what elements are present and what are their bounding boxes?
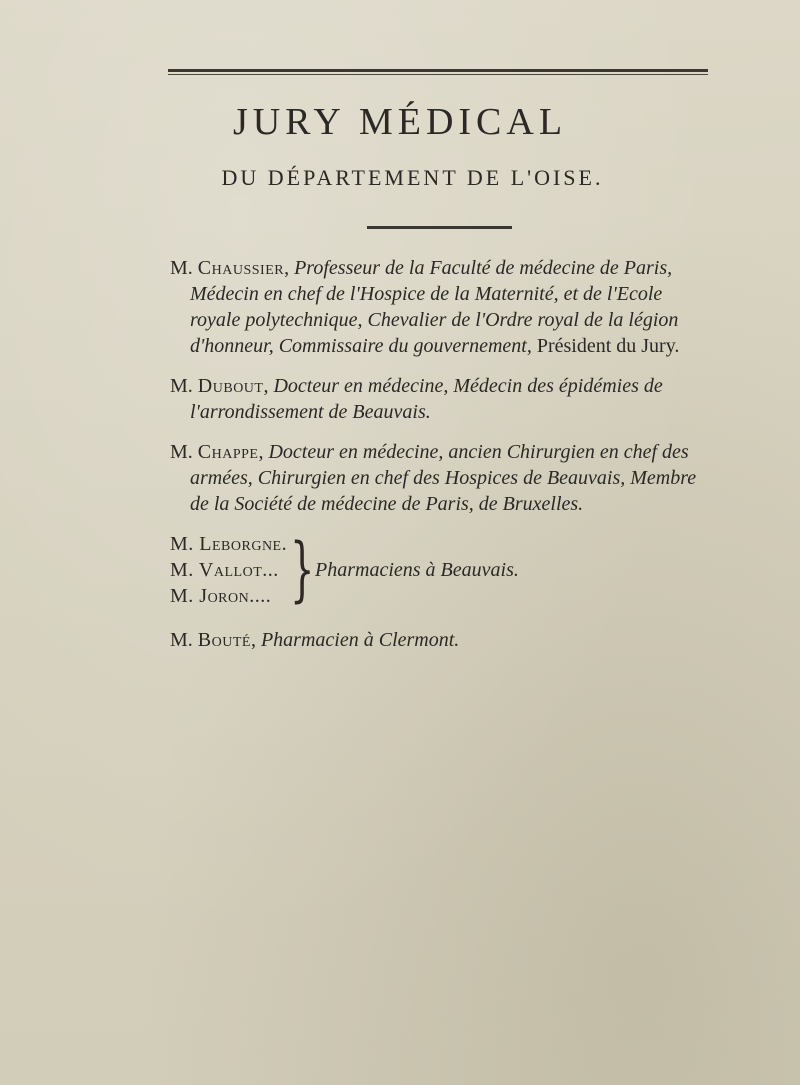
member-entry xyxy=(170,373,715,425)
top-rule-thin xyxy=(168,74,708,75)
member-description: Pharmacien à Clermont. xyxy=(260,629,460,651)
section-divider xyxy=(367,226,512,229)
member-name: Bouté xyxy=(197,629,251,651)
member-description: Docteur en médecine, Médecin des épidémies de l'arrondissement de Beauvais. xyxy=(190,375,663,423)
member-entry xyxy=(170,255,715,359)
grouping-brace: } xyxy=(290,528,315,610)
member-name: Chaussier xyxy=(197,257,285,279)
member-separator: , xyxy=(263,375,269,397)
pharmacist-names xyxy=(170,531,287,609)
member-separator: , xyxy=(250,629,256,651)
member-entry xyxy=(170,627,715,653)
pharmacists-role: Pharmaciens à Beauvais. xyxy=(315,559,519,581)
member-prefix: M. xyxy=(170,257,193,279)
member-separator: , xyxy=(258,441,264,463)
member-role-suffix: Président du Jury. xyxy=(536,335,680,357)
page-title: JURY MÉDICAL xyxy=(232,101,568,143)
member-name: Chappe xyxy=(197,441,259,463)
member-description: Docteur en médecine, ancien Chirurgien en chef des armées, Chirurgien en chef des Hospices de Beauvais, Membre de la Société de médecine de Paris, de Bruxelles. xyxy=(190,441,697,515)
pharmacist-name: M. Joron.... xyxy=(170,585,272,607)
member-prefix: M. xyxy=(170,441,193,463)
member-separator: , xyxy=(284,257,290,279)
page-subtitle: DU DÉPARTEMENT DE L'OISE. xyxy=(221,165,604,190)
member-entry xyxy=(170,439,715,517)
pharmacist-name: M. Vallot... xyxy=(170,559,279,581)
top-double-rule xyxy=(168,69,708,75)
jury-member-list xyxy=(170,255,715,667)
member-prefix: M. xyxy=(170,375,193,397)
pharmacist-name: M. Leborgne. xyxy=(170,533,288,555)
member-name: Dubout xyxy=(197,375,264,397)
pharmacists-group xyxy=(170,528,715,610)
member-description: Professeur de la Faculté de médecine de Paris, Médecin en chef de l'Hospice de la Maternité, et de l'Ecole royale polytechnique, Chevalier de l'Ordre royal de la légion d'honneur, Commissaire du gouvernement, xyxy=(190,257,679,357)
top-rule-thick xyxy=(168,69,708,72)
member-prefix: M. xyxy=(170,629,193,651)
